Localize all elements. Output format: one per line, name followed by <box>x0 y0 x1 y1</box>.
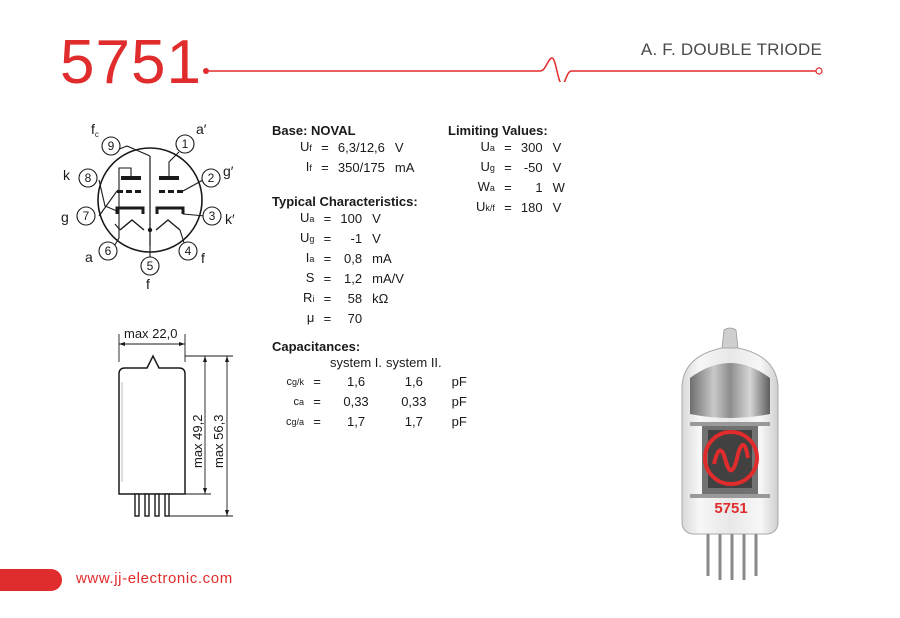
spec-unit: V <box>372 211 381 226</box>
pin-number: 4 <box>184 244 192 258</box>
pin-number: 6 <box>104 244 112 258</box>
spec-value: -1 <box>350 231 363 246</box>
typical-title: Typical Characteristics: <box>272 194 418 209</box>
spec-symbol <box>300 138 318 158</box>
limiting-section <box>448 123 565 218</box>
pin-number: 7 <box>82 209 90 223</box>
label-fc: $f_c$ <box>91 121 99 139</box>
tube-photo <box>660 326 800 582</box>
spec-symbol-sub: g <box>309 234 315 244</box>
spec-row <box>476 158 565 178</box>
spec-symbol <box>476 178 501 198</box>
label-k: k <box>63 167 70 183</box>
spec-unit: V <box>552 160 562 175</box>
spec-row <box>300 158 414 178</box>
base-title: Base: NOVAL <box>272 123 356 138</box>
spec-symbol <box>300 209 320 229</box>
typical-table <box>300 209 404 329</box>
spec-symbol-main: U <box>480 159 490 174</box>
spec-symbol-sub: i <box>312 294 315 304</box>
dim-height2-label: max 56,3 <box>211 414 226 468</box>
cap-row <box>286 412 467 432</box>
spec-symbol-main: I <box>305 159 310 174</box>
spec-symbol-main: S <box>305 270 315 285</box>
spec-equals: = <box>323 311 332 326</box>
limiting-title: Limiting Values: <box>448 123 548 138</box>
label-a-prime: a′ <box>196 121 207 137</box>
cap-symbol-main: c <box>286 416 292 428</box>
dimension-drawing <box>105 322 255 522</box>
spec-row <box>476 198 565 218</box>
right-anode <box>159 176 179 180</box>
left-grid-seg <box>117 190 123 193</box>
cap-symbol-main: c <box>293 396 299 408</box>
pinout-diagram <box>55 118 255 298</box>
pin-number: 8 <box>84 171 92 185</box>
left-heater <box>120 220 144 230</box>
spec-unit: V <box>552 200 562 215</box>
spec-unit: mA <box>394 160 415 175</box>
spec-symbol <box>300 309 320 329</box>
left-cathode <box>117 208 143 214</box>
tube-pin <box>145 494 149 516</box>
spec-symbol-main: U <box>300 210 310 225</box>
spec-unit: mA <box>372 251 392 266</box>
spec-row <box>300 269 404 289</box>
spec-symbol-main: W <box>477 179 490 194</box>
spec-symbol-sub: f <box>309 163 312 173</box>
rule-start-dot <box>203 68 209 74</box>
cap-symbol <box>286 372 310 392</box>
spec-value: 180 <box>520 200 543 215</box>
spec-row <box>300 229 404 249</box>
label-a: a <box>85 249 93 265</box>
spec-equals: = <box>323 291 332 306</box>
spec-row <box>476 138 565 158</box>
spec-symbol <box>476 158 501 178</box>
spec-symbol-main: U <box>476 199 486 214</box>
cap-symbol <box>286 412 310 432</box>
spec-symbol <box>300 269 320 289</box>
spec-equals: = <box>504 200 512 215</box>
spec-symbol-main: I <box>305 250 310 265</box>
left-anode <box>121 176 141 180</box>
right-grid-seg <box>177 190 183 193</box>
spec-equals: = <box>504 140 512 155</box>
base-section <box>272 123 414 178</box>
left-grid-seg <box>126 190 132 193</box>
spec-symbol-main: U <box>480 139 490 154</box>
spec-value: 1,2 <box>344 271 363 286</box>
spec-symbol-sub: a <box>489 183 495 193</box>
rule-wave-line <box>209 58 816 82</box>
spec-symbol-sub: g <box>489 163 495 173</box>
cap-equals: = <box>313 394 321 409</box>
spec-value: 0,8 <box>344 251 363 266</box>
cap-value-system1: 0,33 <box>343 394 369 409</box>
wire-pin3 <box>183 214 205 216</box>
label-g-prime: g′ <box>223 163 234 179</box>
cap-value-system2: 1,7 <box>404 414 423 429</box>
cap-col1-header: system I. <box>330 355 383 370</box>
label-f-right: f <box>201 250 205 266</box>
spec-equals: = <box>504 160 512 175</box>
spec-symbol-sub: f <box>309 143 312 153</box>
spec-equals: = <box>323 251 332 266</box>
cap-col2-header: system II. <box>386 355 442 370</box>
cap-value-system1: 1,7 <box>346 414 366 429</box>
pin-number: 1 <box>181 137 189 151</box>
footer-website-link[interactable]: www.jj-electronic.com <box>76 570 233 587</box>
spec-unit: V <box>372 231 381 246</box>
cap-equals: = <box>313 374 321 389</box>
cap-unit: pF <box>451 394 467 409</box>
cap-row <box>286 372 467 392</box>
spec-symbol-main: U <box>300 230 310 245</box>
base-table <box>300 138 414 178</box>
spec-symbol-sub: a <box>489 143 495 153</box>
spec-row <box>300 309 404 329</box>
spec-equals: = <box>323 231 332 246</box>
spec-symbol-main: U <box>300 139 310 154</box>
cap-symbol-sub: g/k <box>292 377 305 387</box>
cap-symbol-sub: a <box>299 397 305 407</box>
right-grid-seg <box>159 190 165 193</box>
tube-pin <box>155 494 159 516</box>
pin-number: 5 <box>146 259 154 273</box>
spec-value: 70 <box>347 311 363 326</box>
spec-unit: V <box>394 140 404 155</box>
spec-symbol <box>300 158 318 178</box>
capacitances-section <box>272 339 467 432</box>
spec-equals: = <box>323 271 332 286</box>
spec-symbol <box>300 229 320 249</box>
spec-equals: = <box>504 180 512 195</box>
limiting-table <box>476 138 565 218</box>
label-k-prime: k′ <box>225 211 235 227</box>
tube-print-label: 5751 <box>714 500 748 517</box>
wire-pin7 <box>99 191 117 216</box>
dim-height1-label: max 49,2 <box>190 414 205 468</box>
cap-symbol <box>286 392 310 412</box>
spec-value: 100 <box>340 211 363 226</box>
spec-unit: V <box>552 140 562 155</box>
tube-outline <box>119 356 185 494</box>
spec-row <box>476 178 565 198</box>
footer-accent-bar <box>0 569 62 591</box>
label-f-bottom: f <box>146 276 150 292</box>
tube-mica <box>690 494 770 498</box>
tube-getter <box>690 363 770 418</box>
tube-mica <box>690 422 770 426</box>
spec-symbol-sub: k/f <box>485 203 495 213</box>
tube-pin <box>165 494 169 516</box>
cap-unit: pF <box>451 374 467 389</box>
cap-unit: pF <box>451 414 467 429</box>
cap-value-system2: 0,33 <box>401 394 427 409</box>
tube-pin <box>135 494 139 516</box>
rule-end-dot <box>816 68 822 74</box>
header-rule <box>200 52 830 82</box>
label-g: g <box>61 209 69 225</box>
spec-symbol <box>300 289 320 309</box>
spec-symbol-sub: a <box>309 254 315 264</box>
dim-width-label: max 22,0 <box>124 326 178 341</box>
pin-number: 9 <box>107 139 115 153</box>
spec-unit: W <box>552 180 565 195</box>
spec-symbol <box>300 249 320 269</box>
spec-unit: kΩ <box>372 291 389 306</box>
spec-value: 350/175 <box>337 160 385 175</box>
spec-equals: = <box>321 160 329 175</box>
capacitances-table <box>286 354 467 432</box>
spec-row <box>300 289 404 309</box>
spec-symbol <box>476 138 501 158</box>
spec-symbol-sub: a <box>309 214 315 224</box>
right-cathode <box>157 208 183 214</box>
spec-unit: mA/V <box>372 271 404 286</box>
right-heater <box>156 220 180 230</box>
pin-number: 2 <box>207 171 215 185</box>
typical-section <box>272 194 418 329</box>
spec-value: 300 <box>520 140 543 155</box>
model-number: 5751 <box>60 28 202 97</box>
cap-value-system2: 1,6 <box>404 374 423 389</box>
capacitances-title: Capacitances: <box>272 339 361 354</box>
tube-tip <box>722 328 738 348</box>
spec-equals: = <box>323 211 332 226</box>
cap-row <box>286 392 467 412</box>
spec-row <box>300 249 404 269</box>
spec-value: -50 <box>523 160 543 175</box>
cap-equals: = <box>313 414 321 429</box>
spec-symbol <box>476 198 501 218</box>
cap-symbol-sub: g/a <box>291 417 305 427</box>
spec-value: 1 <box>535 180 543 195</box>
left-grid-seg <box>135 190 141 193</box>
cap-value-system1: 1,6 <box>346 374 366 389</box>
spec-equals: = <box>321 140 329 155</box>
spec-row <box>300 138 414 158</box>
pin-number: 3 <box>208 209 216 223</box>
spec-value: 58 <box>347 291 363 306</box>
cap-symbol-main: c <box>286 376 292 388</box>
right-grid-seg <box>168 190 174 193</box>
spec-row <box>300 209 404 229</box>
spec-value: 6,3/12,6 <box>337 140 385 155</box>
tube-type-title: A. F. DOUBLE TRIODE <box>640 40 822 59</box>
spec-symbol-main: R <box>303 290 313 305</box>
spec-symbol-main: μ <box>306 310 315 325</box>
spec-unit <box>372 309 404 329</box>
